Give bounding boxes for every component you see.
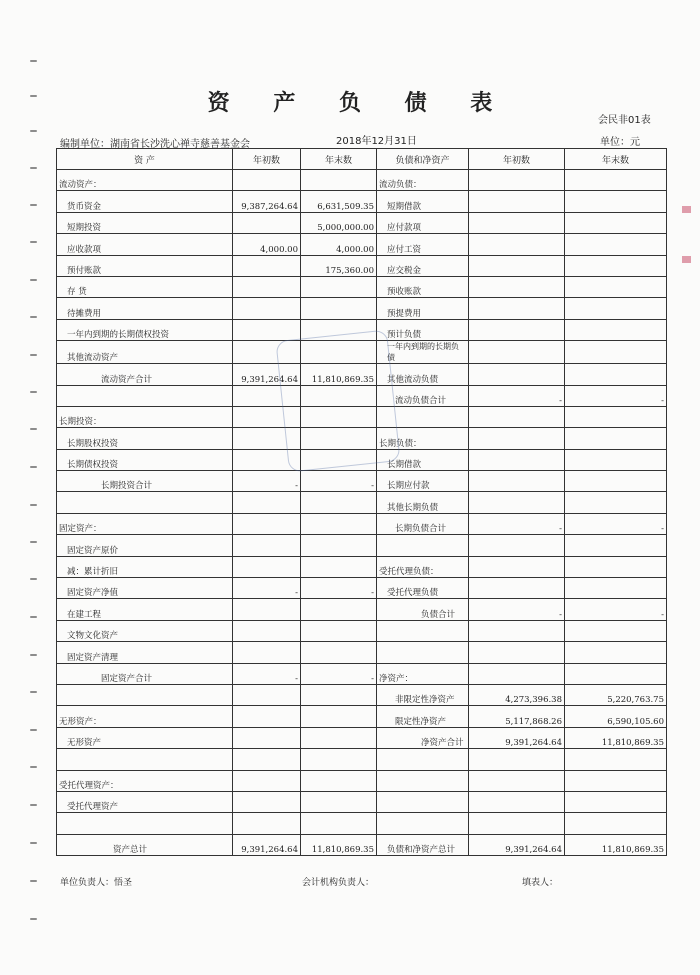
table-row [57,599,667,620]
page-title: 资 产 负 债 表 [207,91,511,116]
table-row [57,319,667,340]
liability-end [565,620,667,641]
liability-begin [469,749,565,770]
asset-end [301,341,377,364]
asset-label: 减：累计折旧 [57,556,233,577]
asset-end [301,298,377,319]
liability-begin [469,556,565,577]
liability-end [565,191,667,212]
liability-end [565,234,667,255]
asset-label: 流动资产： [57,170,233,191]
asset-label [57,813,233,834]
liability-begin: 9,391,264.64 [469,727,565,748]
liability-end: - [565,599,667,620]
liability-label: 限定性净资产 [377,706,469,727]
liability-begin [469,191,565,212]
asset-label: 资产总计 [57,834,233,855]
table-row [57,298,667,319]
accounting-head-label: 会计机构负责人： [302,878,375,888]
liability-begin [469,535,565,556]
asset-begin [233,492,301,513]
asset-label: 长期债权投资 [57,449,233,470]
asset-end: - [301,663,377,684]
liability-end: 6,590,105.60 [565,706,667,727]
liability-begin [469,642,565,663]
table-row [57,663,667,684]
asset-label [57,684,233,705]
organization: 编制单位：湖南省长沙洗心禅寺慈善基金会 [60,139,250,150]
asset-label: 货币资金 [57,191,233,212]
liability-label: 其他流动负债 [377,364,469,385]
table-row [57,364,667,385]
asset-begin [233,791,301,812]
table-row [57,578,667,599]
table-row [57,556,667,577]
asset-begin [233,599,301,620]
table-row [57,706,667,727]
liability-begin [469,578,565,599]
asset-end [301,406,377,427]
liability-begin [469,319,565,340]
liability-begin [469,813,565,834]
asset-end [301,642,377,663]
asset-end [301,684,377,705]
table-row [57,642,667,663]
liability-end [565,319,667,340]
table-header-row [57,149,667,170]
liability-label [377,770,469,791]
asset-end [301,749,377,770]
asset-begin [233,642,301,663]
table-row [57,341,667,364]
asset-end [301,170,377,191]
asset-begin: 9,391,264.64 [233,364,301,385]
asset-end [301,276,377,297]
asset-end [301,599,377,620]
asset-label: 文物文化资产 [57,620,233,641]
asset-begin [233,406,301,427]
asset-begin [233,212,301,233]
liability-begin [469,364,565,385]
liability-label: 长期借款 [377,449,469,470]
asset-begin [233,556,301,577]
asset-begin: 9,391,264.64 [233,834,301,855]
asset-begin [233,341,301,364]
asset-begin: 9,387,264.64 [233,191,301,212]
asset-begin [233,749,301,770]
liability-begin [469,406,565,427]
table-row [57,170,667,191]
liability-begin [469,449,565,470]
asset-begin [233,276,301,297]
unit-head-signature [60,875,132,888]
liability-begin [469,341,565,364]
liability-label: 预收账款 [377,276,469,297]
asset-end: 175,360.00 [301,255,377,276]
liability-end [565,341,667,364]
liability-label: 短期借款 [377,191,469,212]
table-row [57,535,667,556]
report-date: 2018年12月31日 [336,136,417,147]
asset-begin [233,706,301,727]
asset-label: 一年内到期的长期债权投资 [57,319,233,340]
table-row [57,234,667,255]
liability-end [565,255,667,276]
liability-label: 长期负债： [377,428,469,449]
table-row [57,620,667,641]
liability-begin [469,276,565,297]
asset-begin [233,449,301,470]
asset-label: 受托代理资产 [57,791,233,812]
liability-end [565,428,667,449]
liability-label [377,749,469,770]
col-liability: 负债和净资产 [377,149,469,170]
liability-label [377,535,469,556]
table-row [57,385,667,406]
liability-end [565,406,667,427]
asset-begin [233,298,301,319]
liability-begin [469,234,565,255]
asset-label: 预付账款 [57,255,233,276]
table-row [57,513,667,534]
liability-label: 应交税金 [377,255,469,276]
liability-begin: 4,273,396.38 [469,684,565,705]
liability-end: 11,810,869.35 [565,727,667,748]
asset-begin [233,255,301,276]
unit-head-label: 单位负责人： [60,878,115,888]
table-row [57,471,667,492]
liability-label: 负债和净资产总计 [377,834,469,855]
liability-end: - [565,385,667,406]
liability-label: 非限定性净资产 [377,684,469,705]
liability-end [565,170,667,191]
liability-end [565,449,667,470]
liability-end [565,663,667,684]
asset-label [57,749,233,770]
table-row [57,813,667,834]
asset-begin [233,727,301,748]
liability-end [565,791,667,812]
asset-label: 受托代理资产： [57,770,233,791]
table-row [57,684,667,705]
liability-label [377,813,469,834]
liability-begin [469,428,565,449]
asset-label: 待摊费用 [57,298,233,319]
asset-label: 固定资产清理 [57,642,233,663]
liability-end [565,298,667,319]
form-code: 会民非01表 [598,115,651,126]
liability-label: 流动负债： [377,170,469,191]
asset-end: 5,000,000.00 [301,212,377,233]
asset-end: - [301,578,377,599]
col-liab-begin: 年初数 [469,149,565,170]
liability-begin [469,492,565,513]
asset-begin [233,684,301,705]
col-asset-begin: 年初数 [233,149,301,170]
preparer-label: 填表人： [522,878,559,888]
liability-begin [469,770,565,791]
asset-label: 应收款项 [57,234,233,255]
asset-end [301,620,377,641]
asset-label: 固定资产合计 [57,663,233,684]
table-row [57,727,667,748]
asset-end [301,513,377,534]
table-row [57,276,667,297]
table-row [57,428,667,449]
liability-label: 一年内到期的长期负债 [377,341,469,364]
unit-head-name: 悟圣 [114,878,133,888]
liability-end [565,364,667,385]
asset-label: 固定资产净值 [57,578,233,599]
liability-end: 11,810,869.35 [565,834,667,855]
col-asset: 资 产 [57,149,233,170]
asset-end: 4,000.00 [301,234,377,255]
table-row [57,770,667,791]
asset-begin [233,170,301,191]
liability-begin: 9,391,264.64 [469,834,565,855]
asset-label: 无形资产： [57,706,233,727]
asset-end [301,770,377,791]
asset-begin [233,813,301,834]
asset-end [301,428,377,449]
liability-begin [469,471,565,492]
liability-end [565,471,667,492]
liability-label: 其他长期负债 [377,492,469,513]
liability-end [565,770,667,791]
liability-label [377,642,469,663]
table-row [57,834,667,855]
asset-begin [233,620,301,641]
table-row [57,255,667,276]
liability-label [377,791,469,812]
table-row [57,749,667,770]
liability-end [565,276,667,297]
asset-begin [233,385,301,406]
liability-end: 5,220,763.75 [565,684,667,705]
asset-label: 流动资产合计 [57,364,233,385]
liability-begin [469,663,565,684]
asset-begin [233,513,301,534]
liability-begin [469,255,565,276]
liability-label: 应付款项 [377,212,469,233]
asset-begin [233,770,301,791]
asset-label: 长期股权投资 [57,428,233,449]
liability-begin: 5,117,868.26 [469,706,565,727]
asset-label: 长期投资： [57,406,233,427]
asset-label [57,385,233,406]
table-row [57,212,667,233]
asset-label: 在建工程 [57,599,233,620]
liability-label: 应付工资 [377,234,469,255]
table-row [57,449,667,470]
liability-label: 流动负债合计 [377,385,469,406]
liability-end [565,556,667,577]
liability-label: 负债合计 [377,599,469,620]
liability-end [565,535,667,556]
asset-label: 无形资产 [57,727,233,748]
liability-label: 受托代理负债： [377,556,469,577]
liability-begin [469,620,565,641]
asset-end [301,535,377,556]
liability-label: 净资产合计 [377,727,469,748]
table-row [57,791,667,812]
liability-begin [469,791,565,812]
liability-end [565,492,667,513]
asset-begin [233,319,301,340]
asset-begin: - [233,663,301,684]
liability-end [565,578,667,599]
liability-begin [469,170,565,191]
asset-label: 存 货 [57,276,233,297]
asset-label: 长期投资合计 [57,471,233,492]
col-liab-end: 年末数 [565,149,667,170]
asset-end [301,556,377,577]
asset-end [301,385,377,406]
liability-begin [469,298,565,319]
asset-end [301,492,377,513]
asset-begin [233,535,301,556]
liability-end [565,212,667,233]
asset-begin [233,428,301,449]
liability-label: 长期负债合计 [377,513,469,534]
asset-label [57,492,233,513]
table-row [57,191,667,212]
liability-begin: - [469,599,565,620]
asset-end: 6,631,509.35 [301,191,377,212]
asset-label: 短期投资 [57,212,233,233]
asset-begin: 4,000.00 [233,234,301,255]
table-row [57,406,667,427]
asset-end: 11,810,869.35 [301,364,377,385]
asset-end [301,319,377,340]
balance-sheet-table [56,148,667,856]
asset-end [301,706,377,727]
asset-label: 固定资产原价 [57,535,233,556]
asset-end [301,449,377,470]
liability-label: 预计负债 [377,319,469,340]
currency-unit: 单位：元 [600,137,640,148]
col-asset-end: 年末数 [301,149,377,170]
liability-begin: - [469,513,565,534]
asset-end: 11,810,869.35 [301,834,377,855]
asset-label: 其他流动资产 [57,341,233,364]
liability-begin [469,212,565,233]
asset-end [301,727,377,748]
asset-end [301,791,377,812]
liability-label [377,406,469,427]
liability-end [565,813,667,834]
asset-label: 固定资产： [57,513,233,534]
liability-end [565,749,667,770]
asset-begin: - [233,471,301,492]
liability-end: - [565,513,667,534]
asset-end [301,813,377,834]
liability-label: 受托代理负债 [377,578,469,599]
asset-end: - [301,471,377,492]
liability-label: 净资产： [377,663,469,684]
asset-begin: - [233,578,301,599]
liability-begin: - [469,385,565,406]
liability-end [565,642,667,663]
liability-label: 长期应付款 [377,471,469,492]
liability-label: 预提费用 [377,298,469,319]
table-row [57,492,667,513]
liability-label [377,620,469,641]
